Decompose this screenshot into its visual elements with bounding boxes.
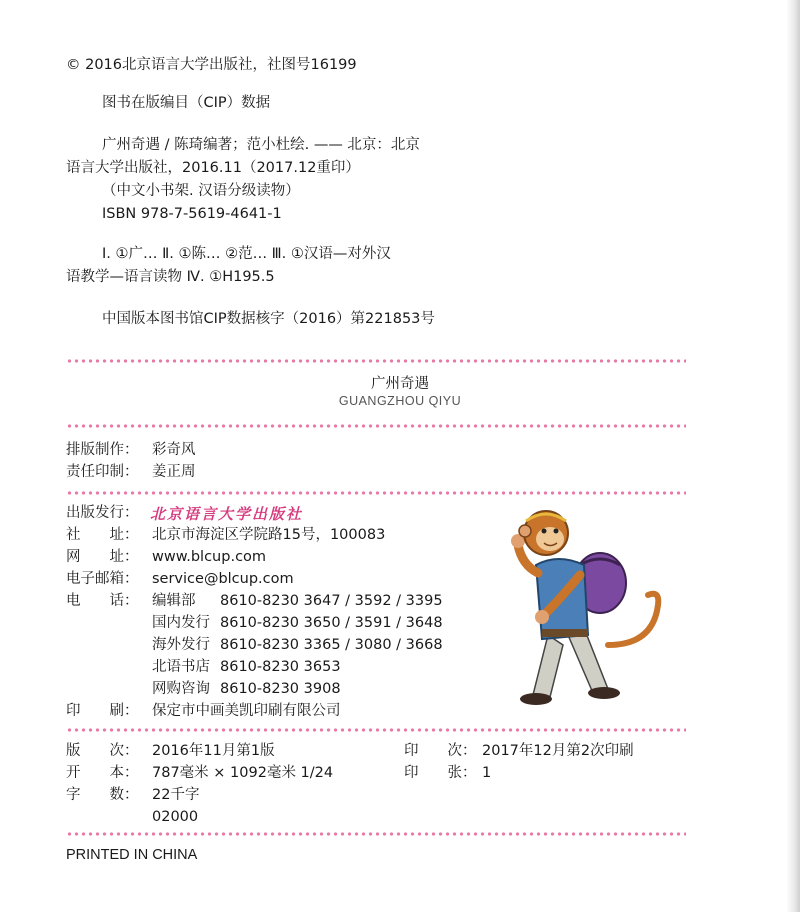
phone-dept: 编辑部: [152, 593, 196, 609]
sheets-label: 印 张：: [404, 765, 477, 781]
phone-number: 8610-8230 3650 / 3591 / 3648: [220, 615, 443, 631]
edition-label: 版 次：: [66, 743, 139, 759]
phone-dept: 网购咨询: [152, 681, 210, 697]
format-label: 开 本：: [66, 765, 139, 781]
phone-number: 8610-8230 3647 / 3592 / 3395: [220, 593, 443, 609]
format-value: 787毫米 × 1092毫米 1/24: [152, 765, 334, 781]
phone-dept: 国内发行: [152, 615, 210, 631]
impression-value: 2017年12月第2次印刷: [482, 743, 634, 759]
website-label: 网 址：: [66, 549, 139, 565]
phone-number: 8610-8230 3365 / 3080 / 3668: [220, 637, 443, 653]
phone-number: 8610-8230 3908: [220, 681, 341, 697]
print-manager-label: 责任印制：: [66, 464, 139, 480]
sheets-value: 1: [482, 765, 492, 781]
phone-dept: 海外发行: [152, 637, 210, 653]
dotted-divider: [66, 832, 686, 836]
monkey-with-backpack-icon: [488, 495, 668, 715]
book-title-pinyin: GUANGZHOU QIYU: [338, 394, 462, 408]
impression-label: 印 次：: [404, 743, 477, 759]
phone-dept: 北语书店: [152, 659, 210, 675]
cip-line-1: 广州奇遇 / 陈琦编著；范小杜绘. —— 北京：北京: [102, 137, 420, 153]
dotted-divider: [66, 359, 686, 363]
cip-classification-2: 语教学—语言读物 Ⅳ. ①H195.5: [66, 269, 275, 285]
cip-record-number: 中国版本图书馆CIP数据核字（2016）第221853号: [102, 311, 435, 327]
page-edge-shadow: [786, 0, 800, 912]
publisher-label: 出版发行：: [66, 505, 139, 521]
printer-value: 保定市中画美凯印刷有限公司: [152, 703, 341, 719]
website-value: www.blcup.com: [152, 549, 267, 565]
copyright-line: © 2016北京语言大学出版社，社图号16199: [66, 57, 357, 73]
production-label: 排版制作：: [66, 442, 139, 458]
email-value: service@blcup.com: [152, 571, 294, 587]
production-value: 彩奇风: [152, 442, 196, 458]
dotted-divider: [66, 424, 686, 428]
cip-classification-1: Ⅰ. ①广… Ⅱ. ①陈… ②范… Ⅲ. ①汉语—对外汉: [102, 246, 391, 262]
cip-line-2: 语言大学出版社，2016.11（2017.12重印）: [66, 160, 360, 176]
cip-series: （中文小书架. 汉语分级读物）: [102, 183, 300, 199]
word-count-value: 22千字: [152, 787, 200, 803]
cip-heading: 图书在版编目（CIP）数据: [102, 95, 271, 111]
email-label: 电子邮箱：: [66, 571, 139, 587]
product-code: 02000: [152, 809, 199, 825]
printed-in-china: PRINTED IN CHINA: [66, 847, 198, 863]
word-count-label: 字 数：: [66, 787, 139, 803]
edition-value: 2016年11月第1版: [152, 743, 275, 759]
address-label: 社 址：: [66, 527, 139, 543]
dotted-divider: [66, 728, 686, 732]
phone-label: 电 话：: [66, 593, 139, 609]
cip-isbn: ISBN 978-7-5619-4641-1: [102, 206, 282, 222]
book-title-cn: 广州奇遇: [371, 376, 429, 392]
printer-label: 印 刷：: [66, 703, 139, 719]
phone-number: 8610-8230 3653: [220, 659, 341, 675]
print-manager-value: 姜正周: [152, 464, 196, 480]
publisher-logo-text: 北京语言大学出版社: [150, 505, 304, 523]
address-value: 北京市海淀区学院路15号，100083: [152, 527, 386, 543]
